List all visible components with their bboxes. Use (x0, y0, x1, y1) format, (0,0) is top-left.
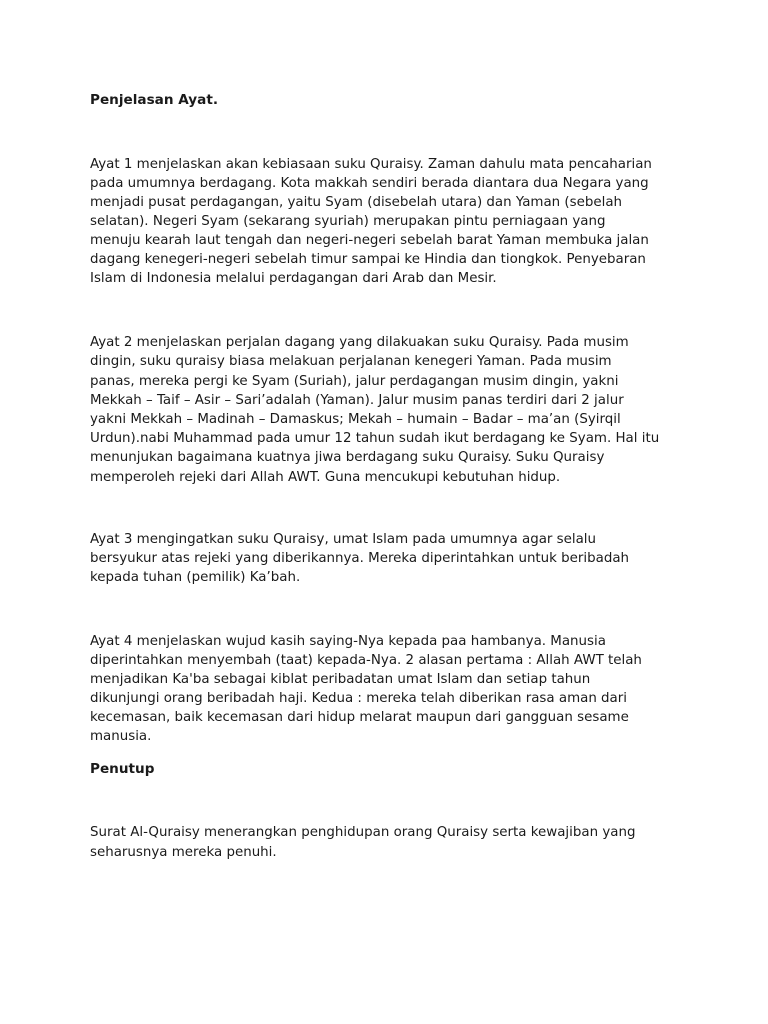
paragraph-1-line: selatan). Negeri Syam (sekarang syuriah) merupakan pintu perniagaan yang (90, 214, 606, 229)
paragraph-2-line: panas, mereka pergi ke Syam (Suriah), jalur perdagangan musim dingin, yakni (90, 374, 619, 389)
paragraph-3-line: Ayat 3 mengingatkan suku Quraisy, umat Islam pada umumnya agar selalu (90, 532, 597, 547)
paragraph-4-line: kecemasan, baik kecemasan dari hidup melarat maupun dari gangguan sesame (90, 710, 629, 725)
paragraph-1-line: menuju kearah laut tengah dan negeri-negeri sebelah barat Yaman membuka jalan (90, 233, 649, 248)
paragraph-1-line: Ayat 1 menjelaskan akan kebiasaan suku Quraisy. Zaman dahulu mata pencaharian (90, 157, 652, 172)
paragraph-2-line: menunjukan bagaimana kuatnya jiwa berdagang suku Quraisy. Suku Quraisy (90, 450, 605, 465)
paragraph-4-line: menjadikan Ka'ba sebagai kiblat peribadatan umat Islam dan setiap tahun (90, 672, 591, 687)
paragraph-4-line: dikunjungi orang beribadah haji. Kedua : mereka telah diberikan rasa aman dari (90, 691, 627, 706)
paragraph-3-line: kepada tuhan (pemilik) Ka’bah. (90, 570, 301, 585)
paragraph-1-line: Islam di Indonesia melalui perdagangan dari Arab dan Mesir. (90, 271, 497, 286)
heading-penjelasan-ayat: Penjelasan Ayat. (90, 92, 218, 108)
paragraph-1-line: pada umumnya berdagang. Kota makkah sendiri berada diantara dua Negara yang (90, 176, 649, 191)
paragraph-4-line: diperintahkan menyembah (taat) kepada-Nya. 2 alasan pertama : Allah AWT telah (90, 653, 642, 668)
paragraph-2-line: Urdun).nabi Muhammad pada umur 12 tahun sudah ikut berdagang ke Syam. Hal itu (90, 431, 660, 446)
paragraph-1-line: dagang kenegeri-negeri sebelah timur sampai ke Hindia dan tiongkok. Penyebaran (90, 252, 646, 267)
paragraph-5-line: Surat Al-Quraisy menerangkan penghidupan orang Quraisy serta kewajiban yang (90, 825, 636, 840)
paragraph-2-line: yakni Mekkah – Madinah – Damaskus; Mekah – humain – Badar – ma’an (Syirqil (90, 412, 621, 427)
paragraph-1-line: menjadi pusat perdagangan, yaitu Syam (disebelah utara) dan Yaman (sebelah (90, 195, 623, 210)
paragraph-2-line: Ayat 2 menjelaskan perjalan dagang yang dilakuakan suku Quraisy. Pada musim (90, 335, 629, 350)
paragraph-2-line: memperoleh rejeki dari Allah AWT. Guna mencukupi kebutuhan hidup. (90, 470, 561, 485)
paragraph-4-line: manusia. (90, 729, 152, 744)
paragraph-2-line: Mekkah – Taif – Asir – Sari’adalah (Yaman). Jalur musim panas terdiri dari 2 jalur (90, 393, 624, 408)
heading-penutup: Penutup (90, 761, 155, 777)
paragraph-4-line: Ayat 4 menjelaskan wujud kasih saying-Nya kepada paa hambanya. Manusia (90, 634, 606, 649)
paragraph-2-line: dingin, suku quraisy biasa melakuan perjalanan kenegeri Yaman. Pada musim (90, 354, 612, 369)
paragraph-3-line: bersyukur atas rejeki yang diberikannya. Mereka diperintahkan untuk beribadah (90, 551, 630, 566)
paragraph-5-line: seharusnya mereka penuhi. (90, 845, 277, 860)
